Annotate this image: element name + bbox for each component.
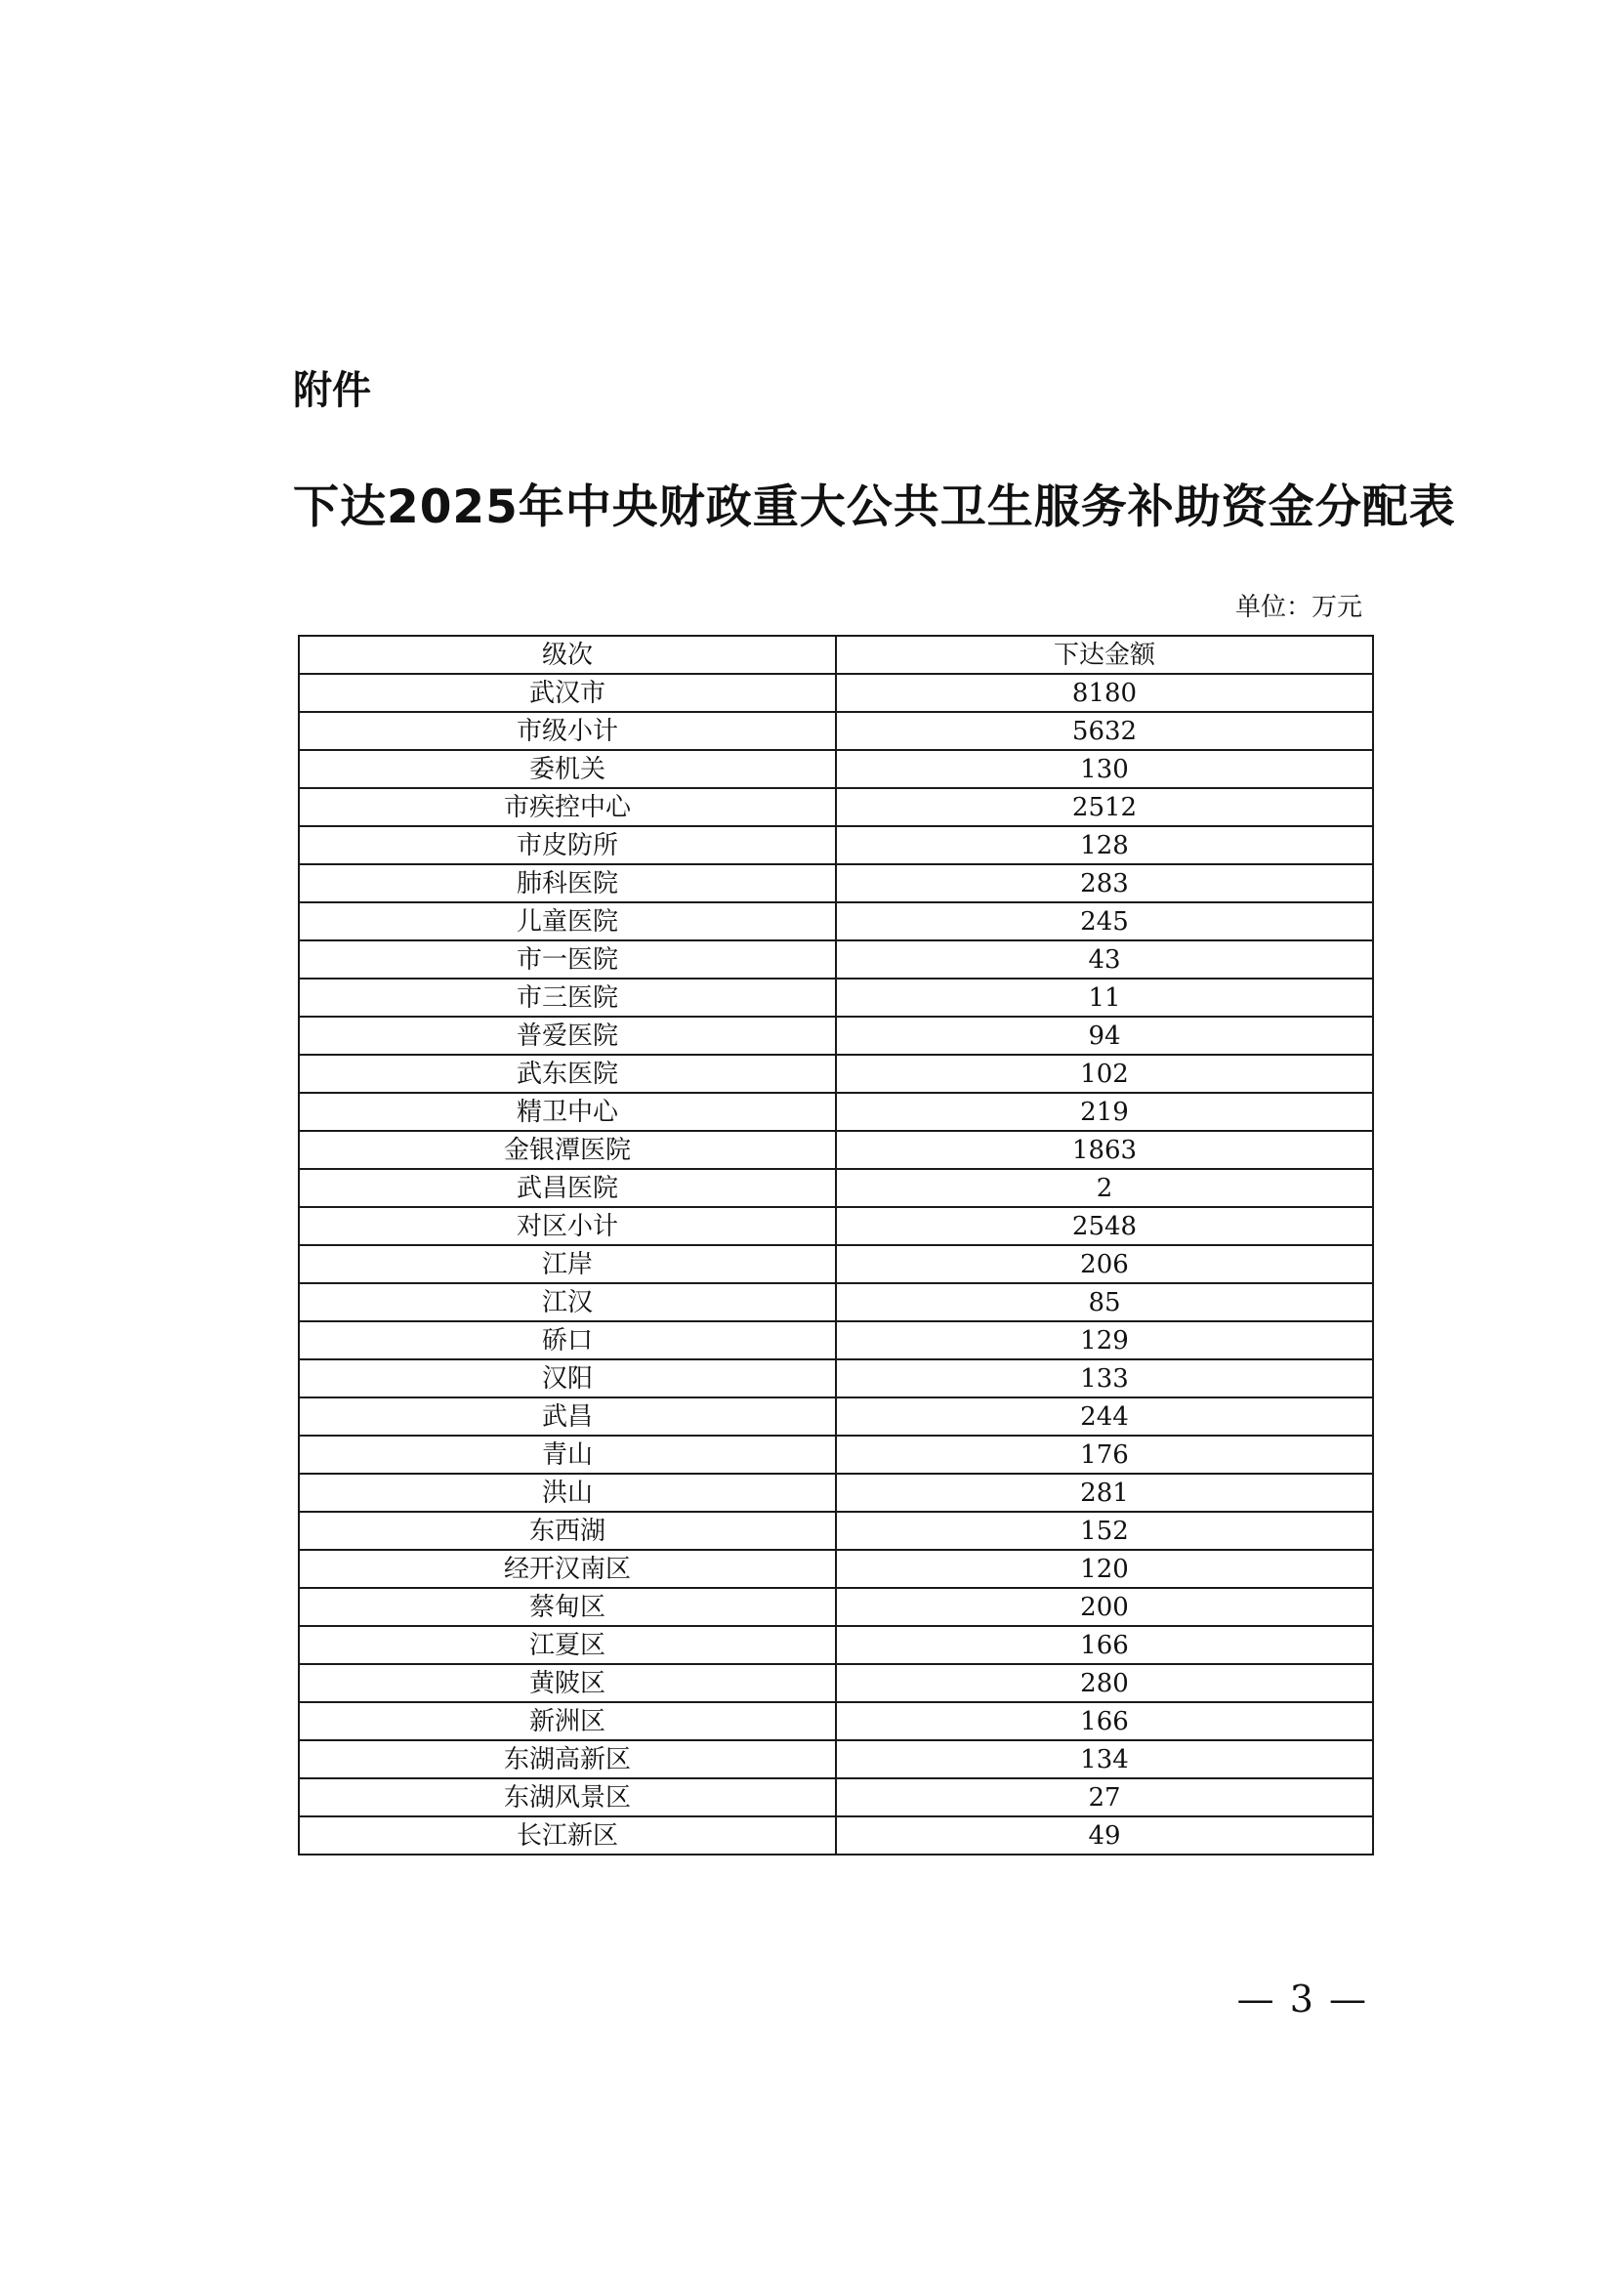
table-row: [299, 1436, 1373, 1474]
header-amount: 下达金额: [836, 636, 1373, 674]
table-row: [299, 1397, 1373, 1436]
table-row: [299, 1778, 1373, 1816]
amount-cell: 152: [836, 1512, 1373, 1550]
level-name-cell: 金银潭医院: [299, 1131, 836, 1169]
allocation-table: [298, 635, 1374, 1855]
amount-cell: 94: [836, 1017, 1373, 1055]
table-row: [299, 1474, 1373, 1512]
document-title: 下达2025年中央财政重大公共卫生服务补助资金分配表: [293, 480, 1456, 534]
attachment-label: 附件: [293, 368, 371, 413]
table-row: [299, 1283, 1373, 1321]
table-row: [299, 1550, 1373, 1588]
table-row: [299, 979, 1373, 1017]
level-name-cell: 市三医院: [299, 979, 836, 1017]
amount-cell: 133: [836, 1359, 1373, 1397]
amount-cell: 8180: [836, 674, 1373, 712]
amount-cell: 2512: [836, 788, 1373, 826]
amount-cell: 219: [836, 1093, 1373, 1131]
amount-cell: 280: [836, 1664, 1373, 1702]
table-row: [299, 1169, 1373, 1207]
table-body: [299, 674, 1373, 1855]
amount-cell: 1863: [836, 1131, 1373, 1169]
level-name-cell: 东西湖: [299, 1512, 836, 1550]
amount-cell: 120: [836, 1550, 1373, 1588]
table-row: [299, 1055, 1373, 1093]
table-row: [299, 1207, 1373, 1245]
level-name-cell: 精卫中心: [299, 1093, 836, 1131]
level-name-cell: 武汉市: [299, 674, 836, 712]
level-name-cell: 黄陂区: [299, 1664, 836, 1702]
level-name-cell: 长江新区: [299, 1816, 836, 1855]
level-name-cell: 洪山: [299, 1474, 836, 1512]
table-row: [299, 788, 1373, 826]
table-row: [299, 712, 1373, 750]
amount-cell: 130: [836, 750, 1373, 788]
table-row: [299, 1626, 1373, 1664]
level-name-cell: 武昌: [299, 1397, 836, 1436]
table-row: [299, 864, 1373, 902]
level-name-cell: 新洲区: [299, 1702, 836, 1740]
amount-cell: 166: [836, 1626, 1373, 1664]
level-name-cell: 市一医院: [299, 940, 836, 979]
amount-cell: 176: [836, 1436, 1373, 1474]
amount-cell: 49: [836, 1816, 1373, 1855]
amount-cell: 11: [836, 979, 1373, 1017]
table-row: [299, 1702, 1373, 1740]
table-row: [299, 750, 1373, 788]
amount-cell: 166: [836, 1702, 1373, 1740]
table-row: [299, 1816, 1373, 1855]
table-row: [299, 1017, 1373, 1055]
amount-cell: 245: [836, 902, 1373, 940]
table-row: [299, 674, 1373, 712]
level-name-cell: 肺科医院: [299, 864, 836, 902]
table-row: [299, 1321, 1373, 1359]
table-row: [299, 902, 1373, 940]
level-name-cell: 江汉: [299, 1283, 836, 1321]
amount-cell: 281: [836, 1474, 1373, 1512]
table-header-row: [299, 636, 1373, 674]
level-name-cell: 委机关: [299, 750, 836, 788]
table-row: [299, 1245, 1373, 1283]
page-number: — 3 —: [1236, 1978, 1368, 2021]
amount-cell: 283: [836, 864, 1373, 902]
level-name-cell: 武昌医院: [299, 1169, 836, 1207]
unit-label: 单位：万元: [1234, 593, 1362, 622]
table-row: [299, 940, 1373, 979]
header-level: 级次: [299, 636, 836, 674]
amount-cell: 43: [836, 940, 1373, 979]
amount-cell: 200: [836, 1588, 1373, 1626]
level-name-cell: 蔡甸区: [299, 1588, 836, 1626]
table-row: [299, 1131, 1373, 1169]
level-name-cell: 东湖高新区: [299, 1740, 836, 1778]
table-row: [299, 826, 1373, 864]
level-name-cell: 东湖风景区: [299, 1778, 836, 1816]
level-name-cell: 汉阳: [299, 1359, 836, 1397]
level-name-cell: 市疾控中心: [299, 788, 836, 826]
level-name-cell: 青山: [299, 1436, 836, 1474]
amount-cell: 27: [836, 1778, 1373, 1816]
table-row: [299, 1512, 1373, 1550]
level-name-cell: 市皮防所: [299, 826, 836, 864]
amount-cell: 2: [836, 1169, 1373, 1207]
level-name-cell: 江岸: [299, 1245, 836, 1283]
level-name-cell: 硚口: [299, 1321, 836, 1359]
level-name-cell: 市级小计: [299, 712, 836, 750]
amount-cell: 128: [836, 826, 1373, 864]
level-name-cell: 普爱医院: [299, 1017, 836, 1055]
amount-cell: 244: [836, 1397, 1373, 1436]
amount-cell: 102: [836, 1055, 1373, 1093]
table-row: [299, 1740, 1373, 1778]
level-name-cell: 武东医院: [299, 1055, 836, 1093]
table-row: [299, 1664, 1373, 1702]
amount-cell: 134: [836, 1740, 1373, 1778]
table-row: [299, 1588, 1373, 1626]
amount-cell: 129: [836, 1321, 1373, 1359]
amount-cell: 206: [836, 1245, 1373, 1283]
amount-cell: 2548: [836, 1207, 1373, 1245]
amount-cell: 5632: [836, 712, 1373, 750]
level-name-cell: 经开汉南区: [299, 1550, 836, 1588]
level-name-cell: 江夏区: [299, 1626, 836, 1664]
amount-cell: 85: [836, 1283, 1373, 1321]
table-row: [299, 1359, 1373, 1397]
level-name-cell: 对区小计: [299, 1207, 836, 1245]
level-name-cell: 儿童医院: [299, 902, 836, 940]
table-row: [299, 1093, 1373, 1131]
